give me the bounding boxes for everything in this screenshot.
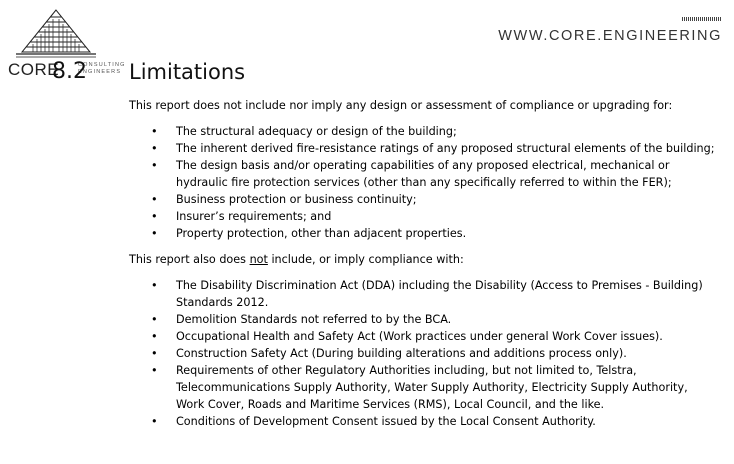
bullet-icon: • xyxy=(151,227,158,240)
bullet-icon: • xyxy=(151,279,158,292)
bullet-icon: • xyxy=(151,347,158,360)
limitations-list xyxy=(129,123,719,242)
logo-wordmark: CORE xyxy=(8,60,60,79)
bullet-icon: • xyxy=(151,193,158,206)
bullet-icon: • xyxy=(151,364,158,377)
list-item: • Property protection, other than adjacent properties. xyxy=(151,227,467,240)
list-item: • Demolition Standards not referred to by the BCA. xyxy=(151,313,452,326)
list-item: • Construction Safety Act (During building alterations and additions process only). xyxy=(151,347,627,360)
list-item: • Conditions of Development Consent issued by the Local Consent Authority. xyxy=(151,415,596,428)
section-number: 8.2 xyxy=(52,59,87,84)
bullet-icon: • xyxy=(151,313,158,326)
bullet-icon: • xyxy=(151,142,158,155)
list-item: • Occupational Health and Safety Act (Work practices under general Work Cover issues). xyxy=(151,330,663,343)
logo-subtitle: CONSULTING ENGINEERS xyxy=(78,62,126,75)
website-url: WWW.CORE.ENGINEERING xyxy=(498,28,722,44)
list-item: • Business protection or business continuity; xyxy=(151,193,417,206)
section-title: Limitations xyxy=(129,60,246,84)
list-item: • The design basis and/or operating capabilities of any proposed electrical, mechanical or hydraulic fire protection services (other than any specifically referred to within the FER); xyxy=(151,159,672,189)
list-item: • The structural adequacy or design of the building; xyxy=(151,125,457,138)
building-logo-icon xyxy=(8,8,103,63)
bullet-icon: • xyxy=(151,330,158,343)
report-body xyxy=(129,97,719,439)
intro-paragraph-1: This report does not include nor imply any design or assessment of compliance or upgrading for: xyxy=(129,99,673,112)
page-marker xyxy=(682,17,722,21)
list-item: • The Disability Discrimination Act (DDA) including the Disability (Access to Premises - Building) Standards 2012. xyxy=(151,279,703,309)
intro-paragraph-2: This report also does not include, or imply compliance with: xyxy=(129,253,464,266)
list-item: • The inherent derived fire-resistance ratings of any proposed structural elements of the building; xyxy=(151,142,715,155)
bullet-icon: • xyxy=(151,210,158,223)
bullet-icon: • xyxy=(151,159,158,172)
bullet-icon: • xyxy=(151,415,158,428)
exclusions-list xyxy=(129,277,719,430)
bullet-icon: • xyxy=(151,125,158,138)
list-item: • Requirements of other Regulatory Authorities including, but not limited to, Telstra, Telecommunications Supply Authority, Water Supply Authority, Electricity Supply Authority, Work Cover, Roads and Maritime Services (RMS), Local Council, and the like. xyxy=(151,364,688,411)
list-item: • Insurer’s requirements; and xyxy=(151,210,332,223)
